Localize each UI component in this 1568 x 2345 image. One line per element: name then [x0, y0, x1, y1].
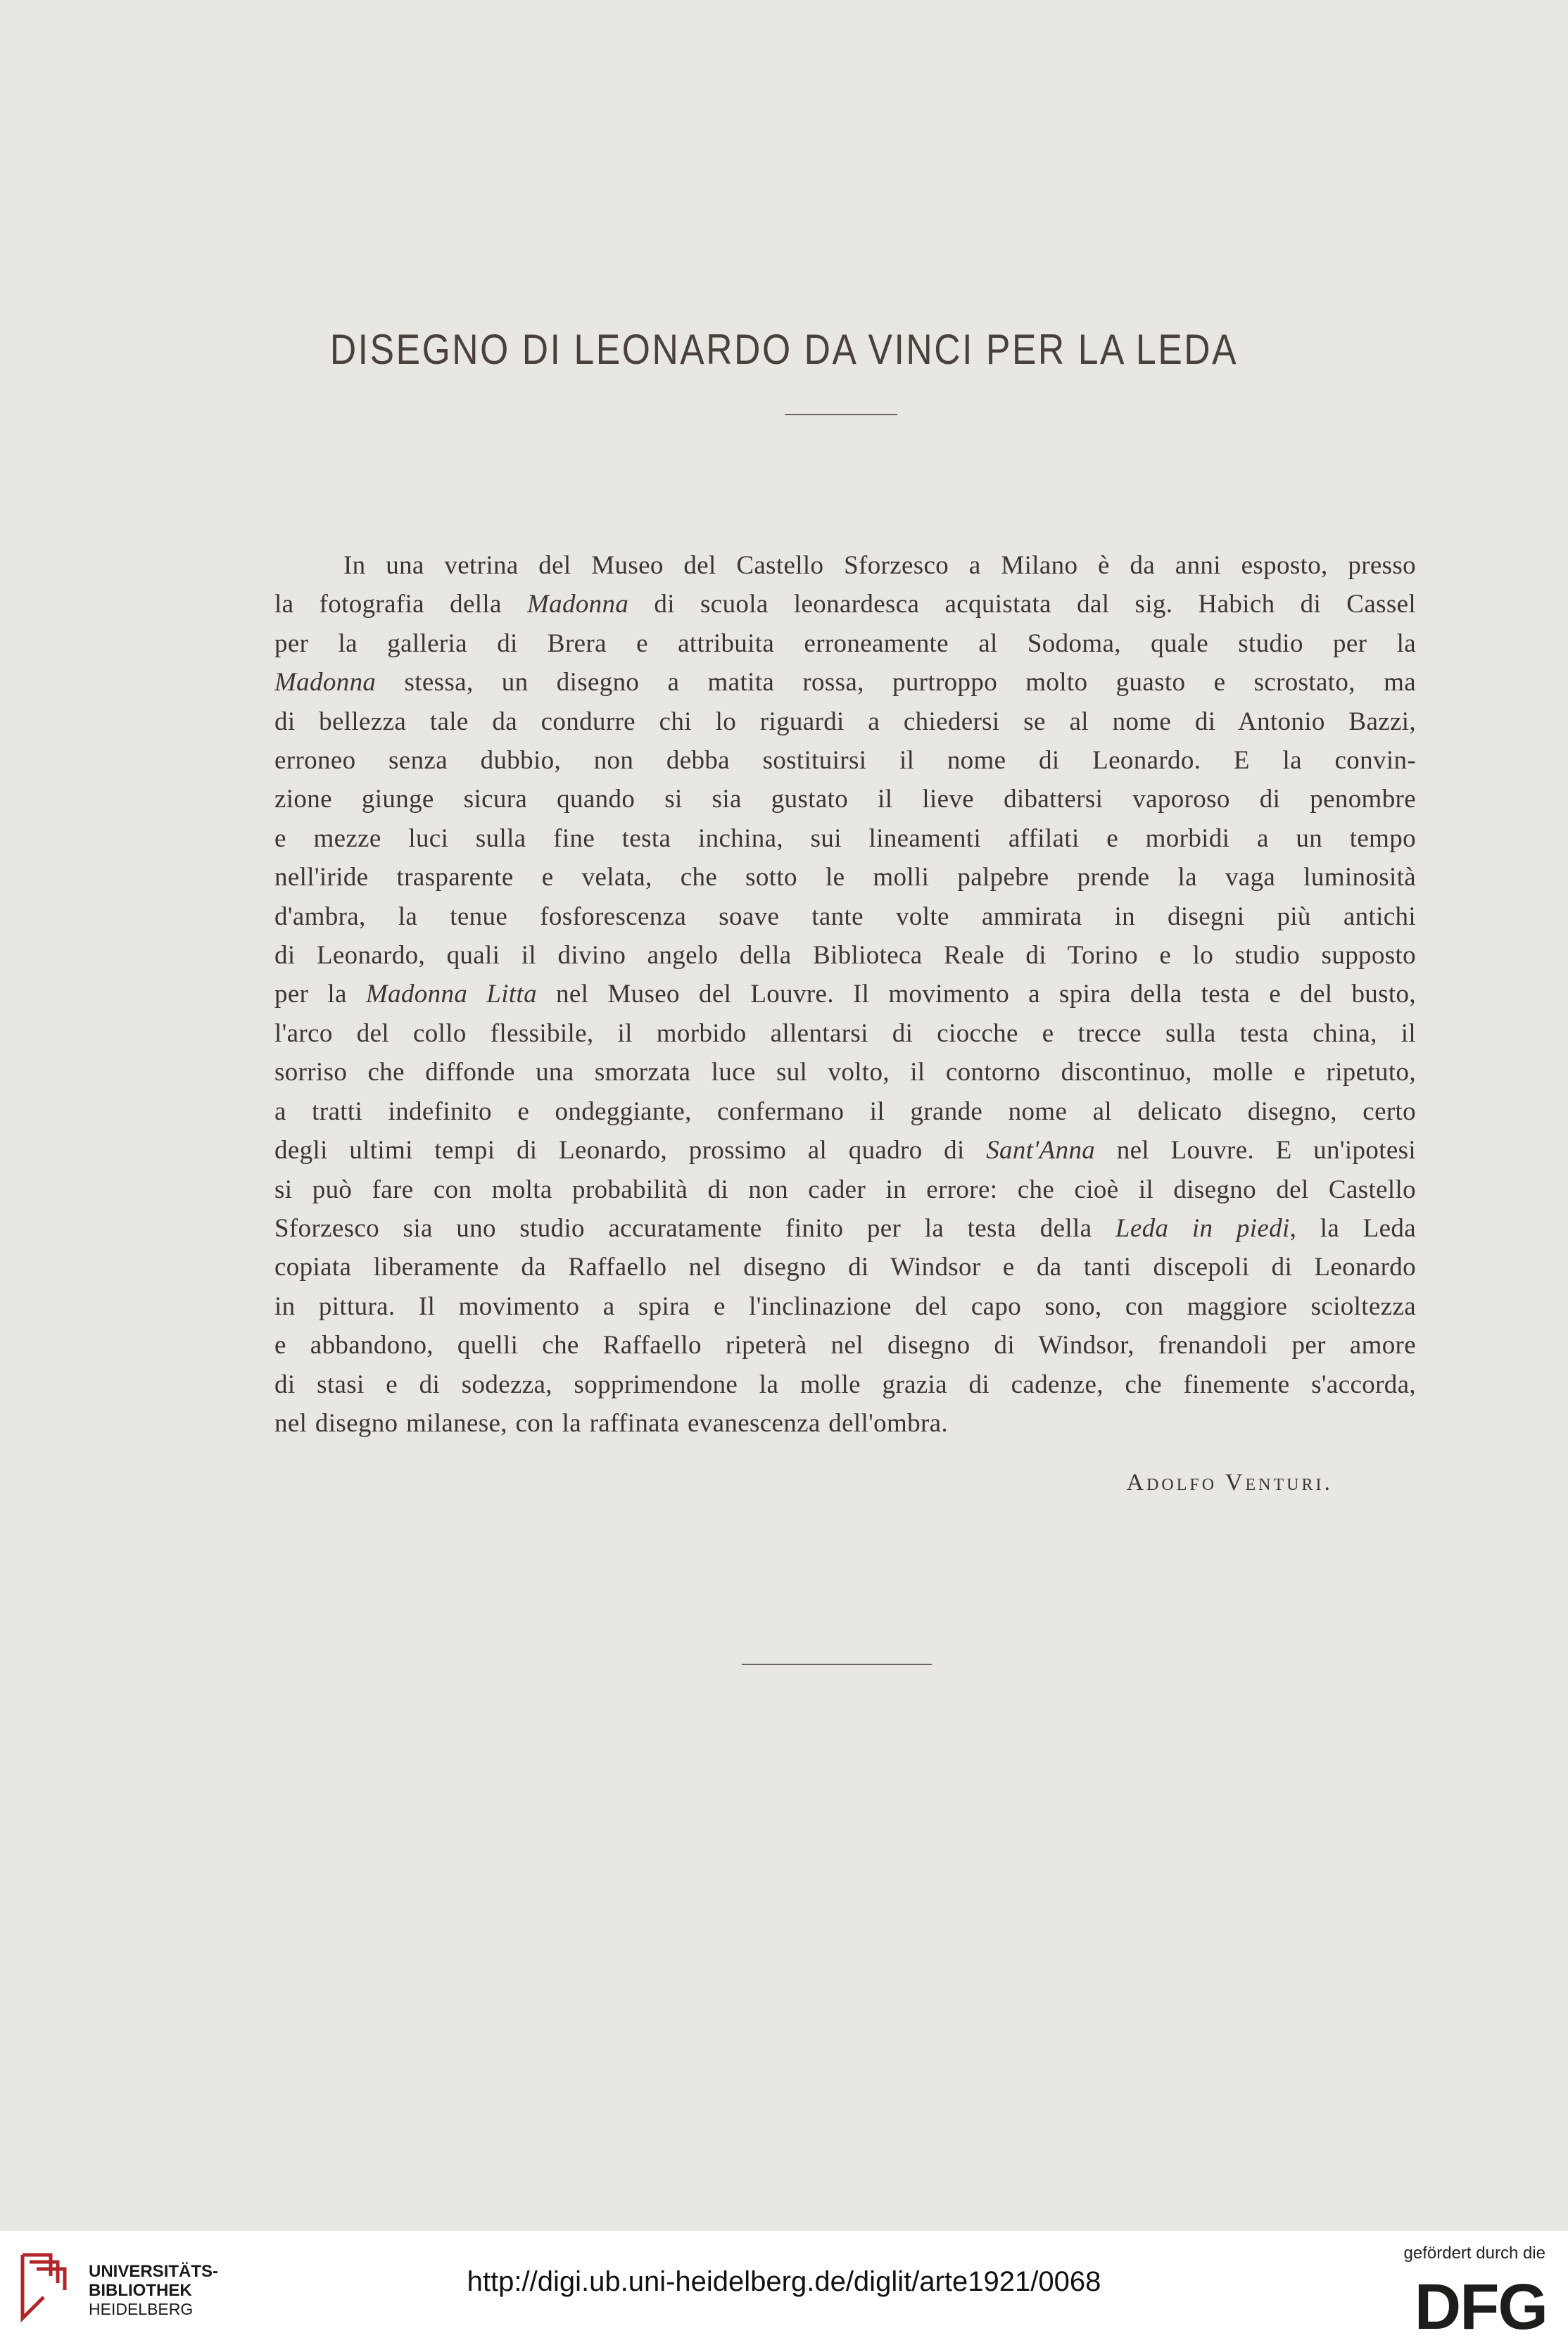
library-name-line3: HEIDELBERG [89, 2300, 194, 2318]
body-line: copiata liberamente da Raffaello nel disegno di Windsor e da tanti discepoli di Leonardo [274, 1253, 1416, 1282]
author-signature: Adolfo Venturi. [1126, 1469, 1333, 1496]
library-name-line2: BIBLIOTHEK [89, 2281, 192, 2300]
closing-divider [742, 1664, 932, 1665]
body-line: In una vetrina del Museo del Castello Sforzesco a Milano è da anni esposto, presso [343, 551, 1416, 580]
body-line: Sforzesco sia uno studio accuratamente finito per la testa della Leda in piedi, la Leda [274, 1213, 1416, 1243]
body-line: e mezze luci sulla fine testa inchina, sui lineamenti affilati e morbidi a un tempo [274, 823, 1416, 853]
body-line: d'ambra, la tenue fosforescenza soave tante volte ammirata in disegni più antichi [274, 902, 1416, 931]
article-body [274, 546, 1416, 1443]
body-line: degli ultimi tempi di Leonardo, prossimo al quadro di Sant'Anna nel Louvre. E un'ipotesi [274, 1136, 1416, 1165]
body-line: nell'iride trasparente e velata, che sotto le molli palpebre prende la vaga luminosità [274, 863, 1416, 892]
article-title: DISEGNO DI LEONARDO DA VINCI PER LA LEDA [329, 326, 1239, 373]
body-line: l'arco del collo flessibile, il morbido allentarsi di ciocche e trecce sulla testa china, il [274, 1018, 1416, 1048]
title-divider [785, 414, 897, 415]
body-line: zione giunge sicura quando si sia gustato il lieve dibattersi vaporoso di penombre [274, 785, 1416, 814]
library-name-line1: UNIVERSITÄTS- [89, 2262, 219, 2281]
body-line: di Leonardo, quali il divino angelo della Biblioteca Reale di Torino e lo studio supposto [274, 941, 1416, 971]
body-line: di stasi e di sodezza, sopprimendone la molle grazia di cadenze, che finemente s'accorda, [274, 1370, 1416, 1399]
funding-label: gefördert durch die [1403, 2244, 1545, 2263]
body-line: per la Madonna Litta nel Museo del Louvre. Il movimento a spira della testa e del busto, [274, 980, 1416, 1009]
dfg-logo: DFG [1414, 2271, 1547, 2343]
body-line: a tratti indefinito e ondeggiante, confermano il grande nome al delicato disegno, certo [274, 1096, 1416, 1126]
body-line: erroneo senza dubbio, non debba sostituirsi il nome di Leonardo. E la convin- [274, 746, 1416, 776]
body-line: per la galleria di Brera e attribuita erroneamente al Sodoma, quale studio per la [274, 628, 1416, 658]
body-line: Madonna stessa, un disegno a matita rossa, purtroppo molto guasto e scrostato, ma [274, 668, 1416, 697]
body-line: si può fare con molta probabilità di non cader in errore: che cioè il disegno del Castello [274, 1175, 1416, 1204]
digitization-footer [0, 2231, 1568, 2345]
body-line: sorriso che diffonde una smorzata luce sul volto, il contorno discontinuo, molle e ripetuto, [274, 1058, 1416, 1087]
body-line: nel disegno milanese, con la raffinata evanescenza dell'ombra. [274, 1408, 949, 1438]
body-line: e abbandono, quelli che Raffaello ripeterà nel disegno di Windsor, frenandoli per amore [274, 1331, 1416, 1360]
body-line: la fotografia della Madonna di scuola leonardesca acquistata dal sig. Habich di Cassel [274, 590, 1416, 619]
body-line: di bellezza tale da condurre chi lo riguardi a chiedersi se al nome di Antonio Bazzi, [274, 707, 1416, 736]
body-line: in pittura. Il movimento a spira e l'inclinazione del capo sono, con maggiore scioltezza [274, 1291, 1416, 1321]
permalink-url[interactable]: http://digi.ub.uni-heidelberg.de/diglit/arte1921/0068 [467, 2266, 1101, 2297]
